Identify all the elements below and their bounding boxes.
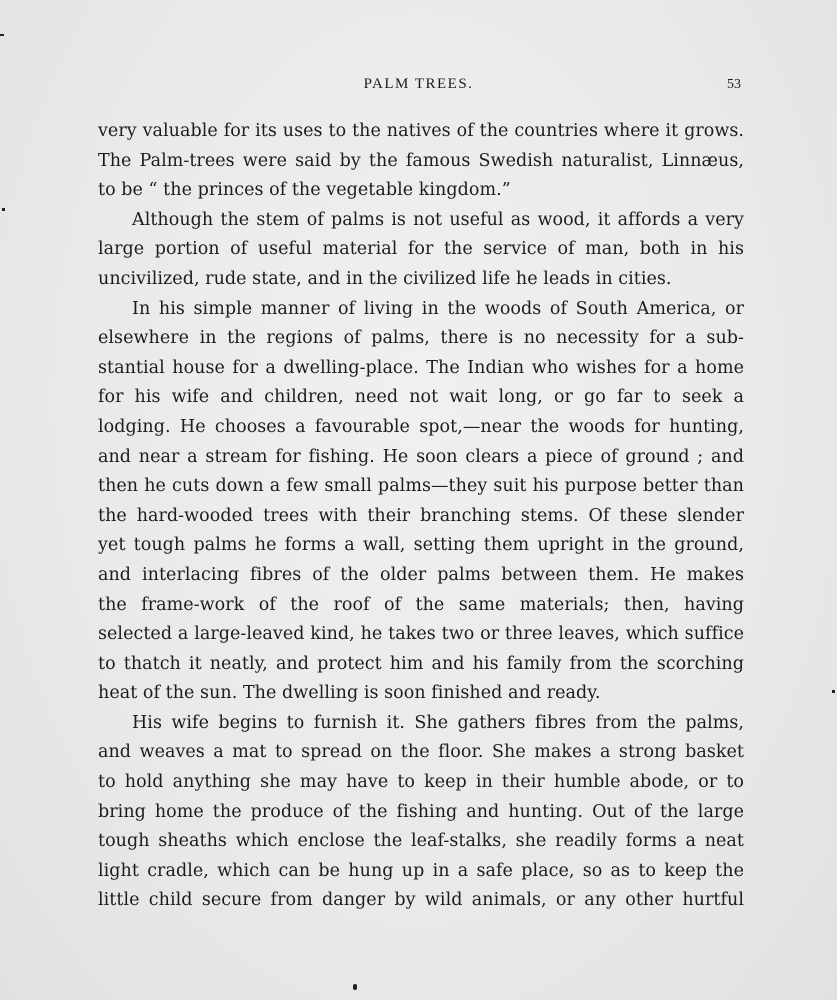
- text-line: tough sheaths which enclose the leaf-stalks, she readily forms a neat: [98, 831, 744, 852]
- running-head: [0, 76, 837, 98]
- page-number: 53: [727, 77, 741, 92]
- text-line: the frame-work of the roof of the same materials; then, having: [98, 594, 744, 615]
- text-line: The Palm-trees were said by the famous Swedish naturalist, Linnæus,: [98, 150, 744, 171]
- text-line: In his simple manner of living in the woods of South America, or: [132, 298, 744, 319]
- text-line: for his wife and children, need not wait long, or go far to seek a: [98, 387, 744, 408]
- body-text: [98, 117, 744, 916]
- ink-speck: [353, 984, 357, 990]
- text-line: lodging. He chooses a favourable spot,—near the woods for hunting,: [98, 416, 744, 437]
- text-line: little child secure from danger by wild animals, or any other hurtful: [98, 890, 744, 911]
- text-line: bring home the produce of the fishing and hunting. Out of the large: [98, 801, 744, 822]
- text-line: uncivilized, rude state, and in the civilized life he leads in cities.: [98, 268, 672, 289]
- text-line: His wife begins to furnish it. She gathers fibres from the palms,: [132, 712, 744, 733]
- margin-mark: [2, 208, 5, 211]
- text-line: to thatch it neatly, and protect him and his family from the scorching: [98, 653, 744, 674]
- text-line: then he cuts down a few small palms—they suit his purpose better than: [98, 476, 744, 497]
- text-line: elsewhere in the regions of palms, there is no necessity for a sub-: [98, 328, 744, 349]
- margin-mark: [0, 34, 4, 36]
- text-line: to hold anything she may have to keep in their humble abode, or to: [98, 772, 744, 793]
- running-title: PALM TREES.: [363, 76, 474, 92]
- text-line: selected a large-leaved kind, he takes two or three leaves, which suffice: [98, 624, 744, 645]
- text-line: the hard-wooded trees with their branching stems. Of these slender: [98, 505, 744, 526]
- text-line: heat of the sun. The dwelling is soon finished and ready.: [98, 683, 601, 704]
- text-line: Although the stem of palms is not useful as wood, it affords a very: [132, 209, 744, 230]
- text-line: to be “ the princes of the vegetable kingdom.”: [98, 180, 511, 201]
- text-line: yet tough palms he forms a wall, setting them upright in the ground,: [98, 535, 744, 556]
- text-line: and near a stream for fishing. He soon clears a piece of ground ; and: [98, 446, 744, 467]
- text-line: large portion of useful material for the service of man, both in his: [98, 239, 744, 260]
- text-line: very valuable for its uses to the natives of the countries where it grows.: [98, 121, 744, 141]
- text-line: stantial house for a dwelling-place. The Indian who wishes for a home: [98, 357, 744, 378]
- text-line: light cradle, which can be hung up in a safe place, so as to keep the: [98, 860, 744, 881]
- text-line: and weaves a mat to spread on the floor. She makes a strong basket: [98, 742, 744, 763]
- margin-mark: [832, 690, 835, 693]
- text-line: and interlacing fibres of the older palms between them. He makes: [98, 564, 744, 585]
